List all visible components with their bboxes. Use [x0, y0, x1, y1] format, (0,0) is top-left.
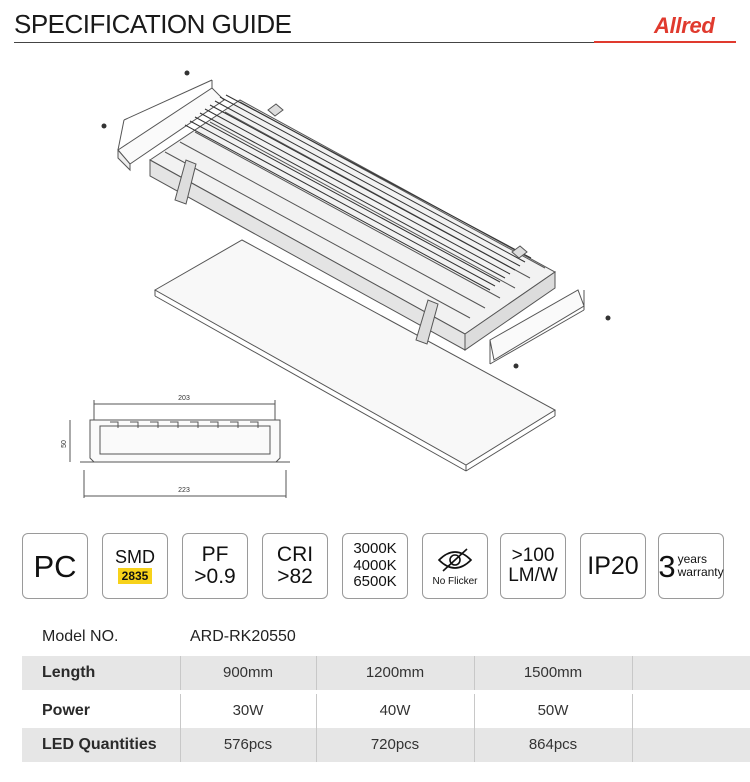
badge-smd — [102, 533, 168, 599]
row-label-led-quantities: LED Quantities — [42, 736, 157, 753]
table-row — [22, 694, 750, 728]
badge-cri — [262, 533, 328, 599]
badge-cct — [342, 533, 408, 599]
header-rule — [14, 42, 594, 43]
table-cell: 1500mm — [523, 664, 583, 681]
table-cell: 40W — [379, 702, 411, 719]
badge-pf-value: >0.9 — [194, 565, 236, 588]
dim-width-label: 203 — [178, 395, 190, 402]
badge-cri-value: >82 — [277, 565, 313, 588]
badge-ip-text: IP20 — [587, 551, 639, 580]
badge-pf-label: PF — [201, 542, 229, 566]
badge-pc — [22, 533, 88, 599]
badge-warranty-label: warranty — [677, 565, 724, 579]
table-cell: 900mm — [222, 664, 274, 681]
badge-cct-6500: 6500K — [353, 573, 397, 591]
brand-logo: Allred — [654, 13, 715, 38]
badge-efficacy-value: >100 — [511, 545, 555, 567]
table-cell — [632, 728, 722, 762]
table-row — [22, 656, 750, 690]
badge-cct-3000: 3000K — [353, 540, 397, 558]
badge-pf — [182, 533, 248, 599]
badge-pc-text: PC — [33, 548, 77, 584]
table-cell — [632, 656, 722, 690]
table-cell: 864pcs — [528, 736, 578, 753]
table-cell: 576pcs — [223, 736, 273, 753]
model-label: Model NO. — [42, 628, 119, 645]
badge-efficacy-unit: LM/W — [508, 565, 558, 586]
table-cell: 50W — [537, 702, 569, 719]
table-row — [22, 728, 750, 762]
badge-smd-code: 2835 — [118, 568, 153, 584]
badge-smd-text: SMD — [115, 547, 155, 567]
table-cell: 30W — [232, 702, 264, 719]
badge-warranty — [658, 533, 724, 599]
cross-section-drawing — [61, 395, 290, 498]
product-exploded-diagram — [0, 60, 750, 520]
dim-total-label: 223 — [178, 487, 190, 494]
badge-cct-4000: 4000K — [353, 556, 397, 574]
row-label-power: Power — [42, 702, 91, 719]
table-cell — [632, 694, 722, 728]
model-value: ARD-RK20550 — [190, 628, 296, 645]
table-cell: 1200mm — [365, 664, 425, 681]
badge-warranty-number: 3 — [658, 548, 676, 584]
page-title: SPECIFICATION GUIDE — [14, 9, 292, 39]
header-accent-rule — [594, 41, 736, 43]
badge-flicker-text: No Flicker — [432, 575, 478, 587]
row-label-length: Length — [42, 664, 96, 681]
dim-height-label: 50 — [61, 440, 68, 448]
badge-efficacy — [500, 533, 566, 599]
table-cell: 720pcs — [370, 736, 420, 753]
badge-ip — [580, 533, 646, 599]
badge-flicker — [422, 533, 488, 599]
eye-slash-icon — [435, 546, 475, 574]
badge-warranty-years: years — [677, 551, 707, 566]
badge-cri-label: CRI — [276, 542, 314, 566]
